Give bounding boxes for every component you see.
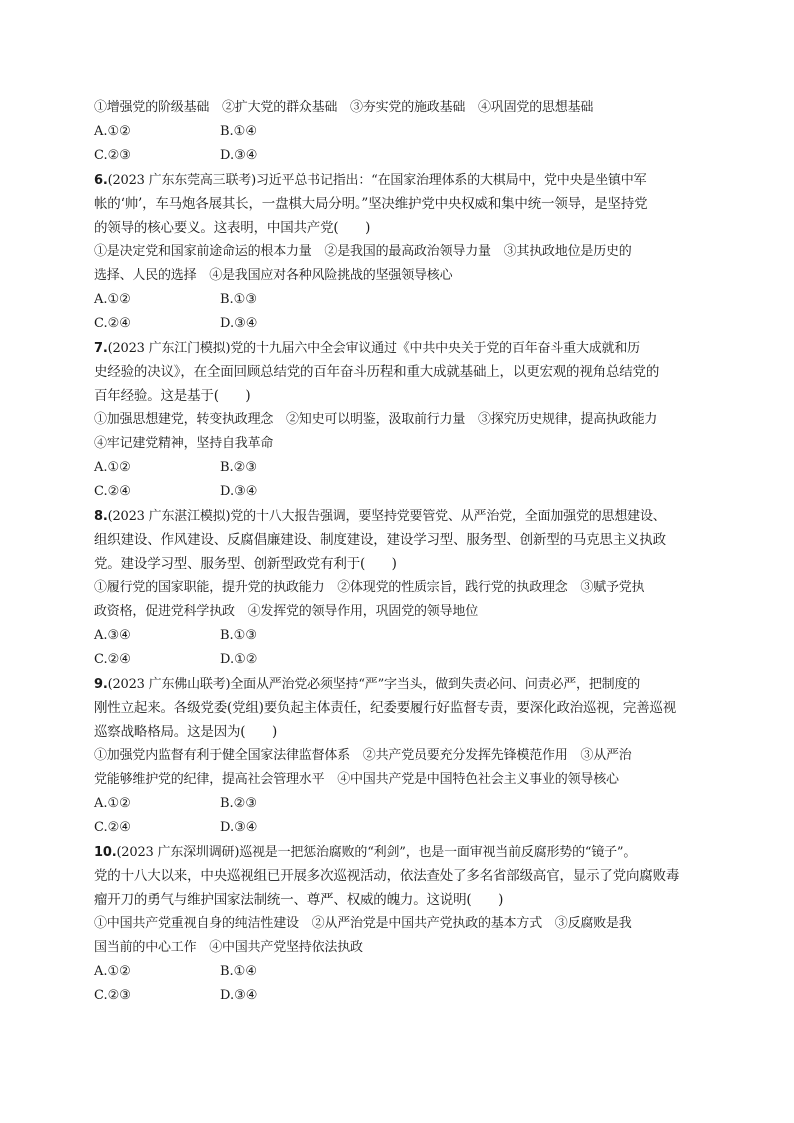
option-d: D.③④ [220, 988, 258, 1003]
choice-line: ①加强党内监督有利于健全国家法律监督体系 ②共产党员要充分发挥先锋模范作用 ③从严治 [94, 748, 632, 763]
choice-line: 政资格，促进党科学执政 ④发挥党的领导作用，巩固党的领导地位 [94, 604, 479, 619]
stem-text: (2023 广东佛山联考)全面从严治党必须坚持“严”字当头，做到失责必问、问责必严，把制度的 [107, 677, 641, 692]
exam-page [94, 96, 714, 1008]
stem-text: (2023 广东江门模拟)党的十九届六中全会审议通过《中共中央关于党的百年奋斗重大成就和历 [107, 341, 640, 356]
option-b: B.①④ [220, 124, 257, 139]
option-d: D.①② [220, 652, 258, 667]
option-c: C.②③ [94, 988, 131, 1003]
question-10 [94, 840, 714, 1008]
option-c: C.②③ [94, 148, 131, 163]
stem-text: 帐的‘帅’，车马炮各展其长，一盘棋大局分明。”坚决维护党中央权威和集中统一领导，是坚持党 [94, 196, 648, 212]
stem-text: 党。建设学习型、服务型、创新型政党有利于( ) [94, 556, 397, 572]
options-row [94, 312, 714, 336]
stem-text: 史经验的决议》，在全面回顾总结党的百年奋斗历程和重大成就基础上，以更宏观的视角总结党的 [94, 364, 660, 380]
stem-text: (2023 广东深圳调研)巡视是一把惩治腐败的“利剑”，也是一面审视当前反腐形势的“镜子”。 [116, 845, 637, 860]
choice-line: ④牢记建党精神，坚持自我革命 [94, 436, 274, 451]
option-a: A.③④ [94, 628, 131, 643]
stem-text: 巡察战略格局。这是因为( ) [94, 724, 278, 740]
stem-text: 百年经验。这是基于( ) [94, 388, 251, 404]
stem-text: 党的十八大以来，中央巡视组已开展多次巡视活动，依法查处了多名省部级高官，显示了党向腐败毒 [94, 868, 680, 884]
question-8 [94, 504, 714, 672]
question-number: 9. [94, 677, 108, 692]
option-a: A.①② [94, 964, 131, 979]
option-b: B.①④ [220, 964, 257, 979]
choice-line: ①中国共产党重视自身的纯洁性建设 ②从严治党是中国共产党执政的基本方式 ③反腐败是我 [94, 916, 632, 931]
option-a: A.①② [94, 796, 131, 811]
question-number: 8. [94, 509, 108, 524]
option-c: C.②④ [94, 652, 131, 667]
question-number: 7. [94, 341, 108, 356]
option-b: B.②③ [220, 796, 257, 811]
option-a: A.①② [94, 124, 131, 139]
question-stem [94, 336, 714, 360]
options-row [94, 624, 714, 648]
choice-line: ①是决定党和国家前途命运的根本力量 ②是我国的最高政治领导力量 ③其执政地位是历史的 [94, 244, 632, 259]
option-c: C.②④ [94, 316, 131, 331]
choice-line: ①增强党的阶级基础 ②扩大党的群众基础 ③夯实党的施政基础 ④巩固党的思想基础 [94, 100, 594, 115]
stem-text: 瘤开刀的勇气与维护国家法制统一、尊严、权威的魄力。这说明( ) [94, 892, 504, 908]
option-d: D.③④ [220, 820, 258, 835]
question-5 [94, 96, 714, 168]
choice-line: 选择、人民的选择 ④是我国应对各种风险挑战的坚强领导核心 [94, 268, 453, 283]
question-6 [94, 168, 714, 336]
question-number: 10. [94, 845, 117, 860]
stem-text: (2023 广东湛江模拟)党的十八大报告强调，要坚持党要管党、从严治党，全面加强党的思想建设、 [107, 509, 666, 524]
stem-text: (2023 广东东莞高三联考)习近平总书记指出：“在国家治理体系的大棋局中，党中央是坐镇中军 [107, 173, 647, 188]
stem-text: 的领导的核心要义。这表明，中国共产党( ) [94, 220, 371, 236]
options-row [94, 648, 714, 672]
question-stem [94, 504, 714, 528]
option-d: D.③④ [220, 148, 258, 163]
choice-line: ①加强思想建党，转变执政理念 ②知史可以明鉴，汲取前行力量 ③探究历史规律，提高执政能力 [94, 412, 658, 427]
stem-text: 组织建设、作风建设、反腐倡廉建设、制度建设，建设学习型、服务型、创新型的马克思主义执政 [94, 532, 666, 548]
question-stem [94, 672, 714, 696]
option-d: D.③④ [220, 316, 258, 331]
options-row [94, 816, 714, 840]
options-row [94, 984, 714, 1008]
option-c: C.②④ [94, 484, 131, 499]
options-row [94, 792, 714, 816]
option-a: A.①② [94, 460, 131, 475]
option-b: B.②③ [220, 460, 257, 475]
option-b: B.①③ [220, 292, 257, 307]
options-row [94, 456, 714, 480]
option-c: C.②④ [94, 820, 131, 835]
choice-line: 国当前的中心工作 ④中国共产党坚持依法执政 [94, 940, 363, 955]
options-row [94, 144, 714, 168]
question-stem [94, 840, 714, 864]
question-7 [94, 336, 714, 504]
options-row [94, 960, 714, 984]
options-row [94, 480, 714, 504]
option-b: B.①③ [220, 628, 257, 643]
choice-line: 党能够维护党的纪律，提高社会管理水平 ④中国共产党是中国特色社会主义事业的领导核心 [94, 772, 619, 787]
options-row [94, 120, 714, 144]
question-9 [94, 672, 714, 840]
question-stem [94, 168, 714, 192]
stem-text: 刚性立起来。各级党委(党组)要负起主体责任，纪委要履行好监督专责，要深化政治巡视，完善巡视 [94, 700, 677, 716]
options-row [94, 288, 714, 312]
question-number: 6. [94, 173, 108, 188]
option-d: D.③④ [220, 484, 258, 499]
option-a: A.①② [94, 292, 131, 307]
choice-line: ①履行党的国家职能，提升党的执政能力 ②体现党的性质宗旨，践行党的执政理念 ③赋予党执 [94, 580, 645, 595]
